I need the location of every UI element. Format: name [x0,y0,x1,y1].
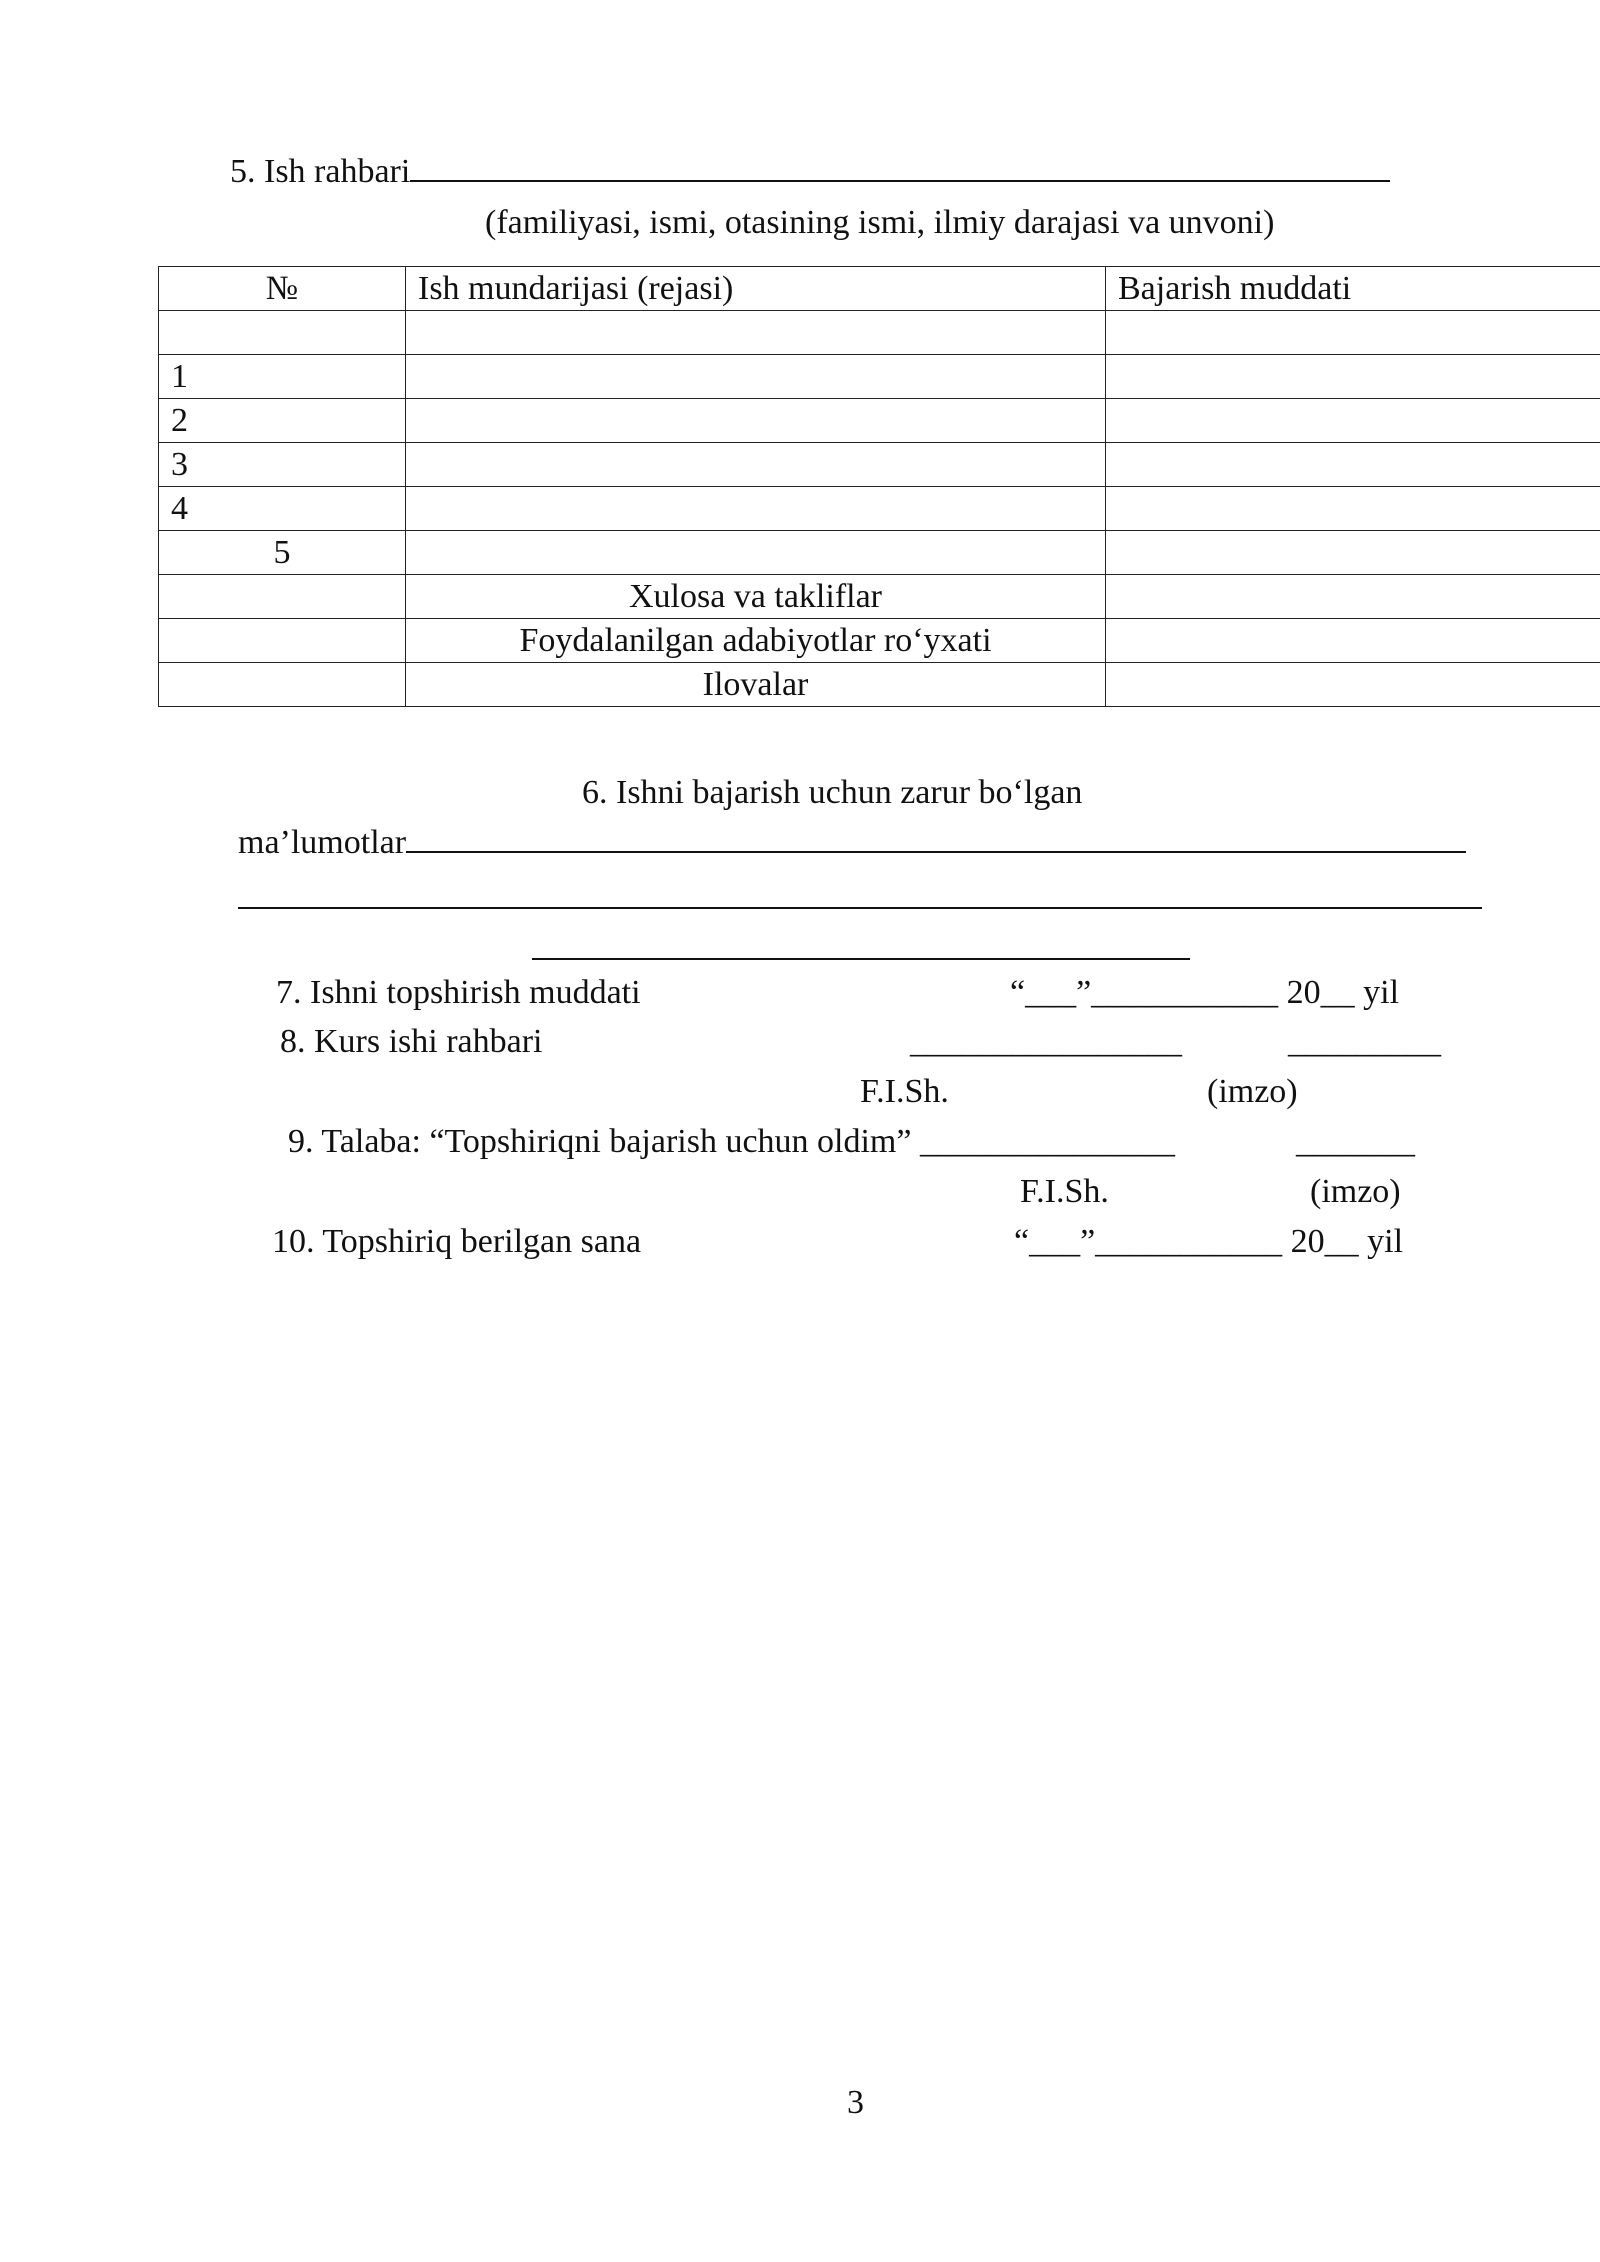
section6-label: ma’lumotlar [238,824,407,861]
row-deadline[interactable] [1106,443,1600,487]
section6-line [238,823,1466,864]
section9-sign-caption: (imzo) [1310,1173,1401,1210]
table-row [159,399,1600,443]
table-row [159,663,1600,707]
row-content: Xulosa va takliflar [406,575,1106,619]
row-content[interactable] [406,355,1106,399]
row-number [159,663,406,707]
section8-sign-caption: (imzo) [1207,1073,1298,1110]
row-content[interactable] [406,311,1106,355]
section8-label: 8. Kurs ishi rahbari [280,1023,543,1060]
row-content[interactable] [406,487,1106,531]
work-plan-table [158,266,1600,707]
table-row [159,619,1600,663]
section5-caption: (familiyasi, ismi, otasining ismi, ilmiy darajasi va unvoni) [485,204,1275,241]
row-content[interactable] [406,531,1106,575]
row-number [159,575,406,619]
required-data-blank-3[interactable] [532,958,1190,960]
section10-date[interactable]: “___”___________ 20__ yil [1014,1223,1404,1260]
table-header-row [159,267,1600,311]
table-row [159,531,1600,575]
row-number: 4 [159,487,406,531]
row-content[interactable] [406,443,1106,487]
row-number: 5 [159,531,406,575]
required-data-blank-2[interactable] [238,907,1482,909]
row-deadline[interactable] [1106,531,1600,575]
section5-line [230,152,1390,193]
header-deadline: Bajarish muddati [1106,267,1600,311]
table-row [159,487,1600,531]
row-number: 1 [159,355,406,399]
section9-fish-caption: F.I.Sh. [1020,1173,1109,1210]
row-number: 3 [159,443,406,487]
header-number: № [159,267,406,311]
row-number: 2 [159,399,406,443]
page-number: 3 [847,2084,864,2121]
required-data-blank-1[interactable] [406,850,1466,853]
section8-fish-line[interactable]: ________________ [910,1023,1182,1060]
section5-label: 5. Ish rahbari [230,153,411,190]
section8-sign-line[interactable]: _________ [1288,1023,1441,1060]
row-deadline[interactable] [1106,311,1600,355]
table-row [159,575,1600,619]
section9-label[interactable]: 9. Talaba: “Topshiriqni bajarish uchun oldim” _______________ [288,1123,1175,1160]
row-deadline[interactable] [1106,663,1600,707]
header-content: Ish mundarijasi (rejasi) [406,267,1106,311]
section8-fish-caption: F.I.Sh. [860,1073,949,1110]
row-content: Ilovalar [406,663,1106,707]
table-row [159,443,1600,487]
section7-date[interactable]: “___”___________ 20__ yil [1010,974,1400,1011]
supervisor-name-blank[interactable] [410,179,1390,182]
row-deadline[interactable] [1106,399,1600,443]
section6-title: 6. Ishni bajarish uchun zarur bo‘lgan [582,774,1083,811]
section10-label: 10. Topshiriq berilgan sana [272,1223,642,1260]
row-number [159,311,406,355]
row-deadline[interactable] [1106,575,1600,619]
row-content: Foydalanilgan adabiyotlar ro‘yxati [406,619,1106,663]
section7-label: 7. Ishni topshirish muddati [276,974,641,1011]
row-deadline[interactable] [1106,619,1600,663]
row-content[interactable] [406,399,1106,443]
section9-sign-line[interactable]: _______ [1296,1123,1415,1160]
row-number [159,619,406,663]
table-row [159,355,1600,399]
row-deadline[interactable] [1106,355,1600,399]
table-row [159,311,1600,355]
row-deadline[interactable] [1106,487,1600,531]
